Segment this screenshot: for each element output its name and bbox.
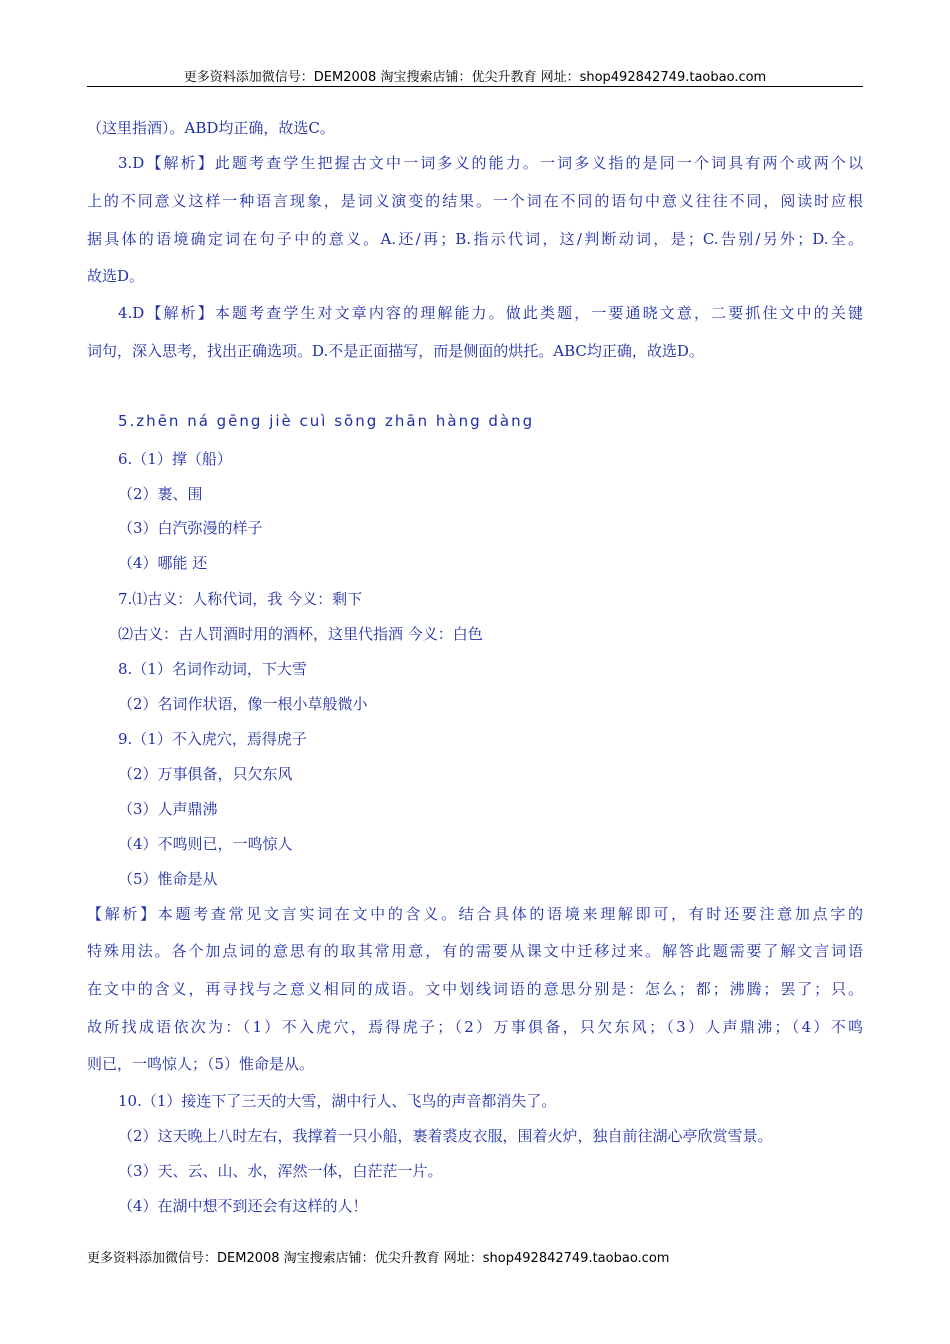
analysis-line: 在文中的含义，再寻找与之意义相同的成语。文中划线词语的意思分别是：怎么；都；沸腾；罢了；只。 (87, 980, 863, 998)
answer-9-line: （2）万事俱备，只欠东风 (118, 765, 293, 783)
answer-4-line: 4.D【解析】本题考查学生对文章内容的理解能力。做此类题，一要通晓文意，二要抓住文中的关键 (118, 304, 863, 322)
answer-10-line: （3）天、云、山、水，浑然一体，白茫茫一片。 (118, 1162, 443, 1180)
answer-5-pinyin: 5.zhēn ná gēng jiè cuì sōng zhān hàng dàng (118, 412, 535, 430)
answer-3-line: 3.D【解析】此题考查学生把握古文中一词多义的能力。一词多义指的是同一个词具有两个或两个以 (118, 154, 863, 172)
page-header: 更多资料添加微信号：DEM2008 淘宝搜索店铺：优尖升教育 网址：shop492842749.taobao.com (183, 70, 767, 85)
answer-9-line: 9.（1）不入虎穴，焉得虎子 (118, 730, 307, 748)
answer-line: （这里指酒）。ABD均正确，故选C。 (87, 119, 335, 137)
answer-10-line: （2）这天晚上八时左右，我撑着一只小船，裹着裘皮衣服，围着火炉，独自前往湖心亭欣赏雪景。 (118, 1127, 773, 1145)
answer-10-line: 10.（1）接连下了三天的大雪，湖中行人、飞鸟的声音都消失了。 (118, 1092, 557, 1110)
answer-7-line: ⑵古义：古人罚酒时用的酒杯，这里代指酒 今义：白色 (118, 625, 483, 643)
answer-9-line: （4）不鸣则已，一鸣惊人 (118, 835, 293, 853)
analysis-line: 【解析】本题考查常见文言实词在文中的含义。结合具体的语境来理解即可，有时还要注意加点字的 (87, 905, 863, 923)
answer-9-line: （5）惟命是从 (118, 870, 218, 888)
answer-6-line: （4）哪能 还 (118, 554, 208, 572)
answer-8-line: 8.（1）名词作动词，下大雪 (118, 660, 307, 678)
answer-3-line: 故选D。 (87, 267, 145, 285)
page-footer: 更多资料添加微信号：DEM2008 淘宝搜索店铺：优尖升教育 网址：shop492842749.taobao.com (87, 1251, 670, 1266)
header-rule (87, 86, 863, 87)
answer-7-line: 7.⑴古义：人称代词，我 今义：剩下 (118, 590, 363, 608)
answer-8-line: （2）名词作状语，像一根小草般微小 (118, 695, 368, 713)
answer-3-line: 据具体的语境确定词在句子中的意义。A.还/再；B.指示代词，这/判断动词，是；C.告别/另外；D.全。 (87, 230, 863, 248)
answer-6-line: 6.（1）撑（船） (118, 450, 232, 468)
analysis-line: 特殊用法。各个加点词的意思有的取其常用意，有的需要从课文中迁移过来。解答此题需要了解文言词语 (87, 942, 863, 960)
answer-10-line: （4）在湖中想不到还会有这样的人！ (118, 1197, 368, 1215)
answer-3-line: 上的不同意义这样一种语言现象，是词义演变的结果。一个词在不同的语句中意义往往不同，阅读时应根 (87, 192, 863, 210)
answer-6-line: （3）白汽弥漫的样子 (118, 519, 263, 537)
answer-6-line: （2）裹、围 (118, 485, 203, 503)
analysis-line: 则已，一鸣惊人；（5）惟命是从。 (87, 1055, 315, 1073)
answer-4-line: 词句，深入思考，找出正确选项。D.不是正面描写，而是侧面的烘托。ABC均正确，故选D。 (87, 342, 704, 360)
answer-9-line: （3）人声鼎沸 (118, 800, 218, 818)
analysis-line: 故所找成语依次为：（1）不入虎穴，焉得虎子；（2）万事俱备，只欠东风；（3）人声鼎沸；（4）不鸣 (87, 1018, 863, 1036)
